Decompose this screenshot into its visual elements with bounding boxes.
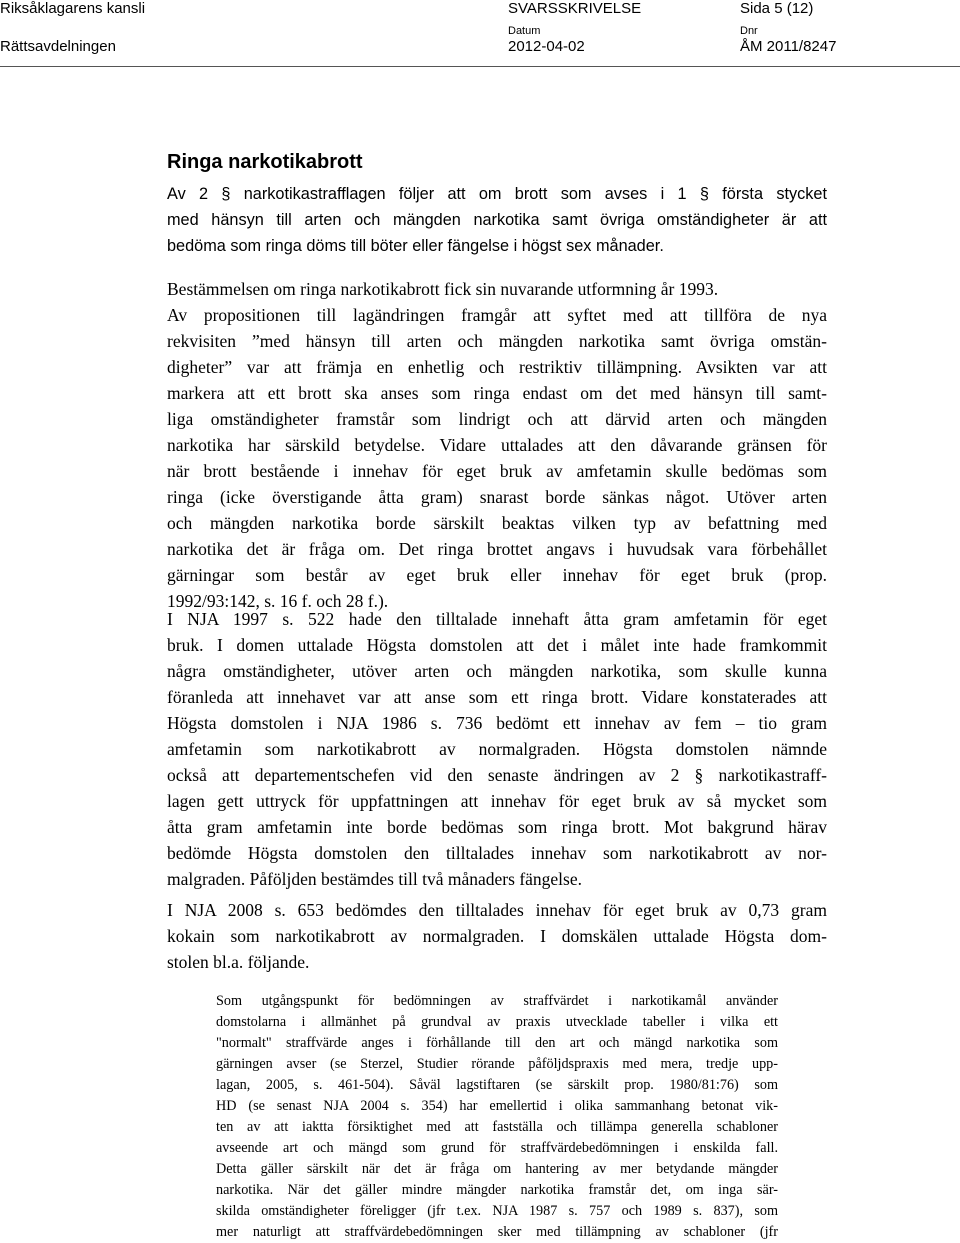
paragraph-nja-2008	[167, 897, 827, 975]
header-org: Riksåklagarens kansli	[0, 0, 146, 17]
text-line: några omständigheter, utöver arten och mängden narkotika, som skulle kunna	[167, 661, 827, 681]
header-doc-type: SVARSSKRIVELSE	[508, 0, 642, 17]
quote-line: HD (se senast NJA 2004 s. 354) har emellertid i olika sammanhang betonat vik-	[216, 1098, 778, 1114]
quote-line: skilda omständigheter föreligger (jfr t.ex. NJA 1987 s. 757 och 1989 s. 837), som	[216, 1203, 778, 1219]
text-line: Högsta domstolen i NJA 1986 s. 736 bedömt ett innehav av fem – tio gram	[167, 713, 827, 733]
text-line: med hänsyn till arten och mängden narkotika samt övriga omständigheter är att	[167, 211, 827, 229]
text-line: och mängden narkotika borde särskilt beaktas vilken typ av befattning med	[167, 513, 827, 533]
text-line: bedömde Högsta domstolen den tilltalades innehav som narkotikabrott av nor-	[167, 843, 827, 863]
text-line: narkotika det är fråga om. Det ringa brottet angavs i huvudsak vara förbehållet	[167, 539, 827, 559]
text-line: malgraden. Påföljden bestämdes till två månaders fängelse.	[167, 869, 583, 889]
text-line: digheter” var att främja en enhetlig och restriktiv tillämpning. Avsikten var att	[167, 357, 827, 377]
quote-line: gärningen avser (se Sterzel, Studier rörande påföljdspraxis med mera, tredje upp-	[216, 1056, 778, 1072]
text-line: bruk. I domen uttalade Högsta domstolen att det i målet inte hade framkommit	[167, 635, 827, 655]
text-line: I NJA 2008 s. 653 bedömdes den tilltalades innehav för eget bruk av 0,73 gram	[167, 900, 827, 920]
text-line: amfetamin som narkotikabrott av normalgraden. Högsta domstolen nämnde	[167, 739, 827, 759]
text-line: stolen bl.a. följande.	[167, 952, 310, 972]
quote-line: mer naturligt att straffvärdebedömningen sker med tillämpning av schabloner (jfr	[216, 1224, 778, 1240]
quote-line: "normalt" straffvärde anges i förhållande till den art och mängd narkotika som	[216, 1035, 778, 1051]
text-line: ringa (icke överstigande åtta gram) snarast borde sänkas något. Utöver arten	[167, 487, 827, 507]
header-dnr: ÅM 2011/8247	[740, 38, 837, 55]
text-line: liga omständigheter framstår som lindrigt och att därvid arten och mängden	[167, 409, 827, 429]
text-line: åtta gram amfetamin inte borde bedömas som ringa brott. Mot bakgrund härav	[167, 817, 827, 837]
quote-line: lagan, 2005, s. 461-504). Såväl lagstiftaren (se särskilt prop. 1980/81:76) som	[216, 1077, 778, 1093]
block-quote	[216, 991, 778, 1243]
text-line: gärningar som består av eget bruk eller innehav för eget bruk (prop.	[167, 565, 827, 585]
text-line: narkotika har särskild betydelse. Vidare uttalades att den dåvarande gränsen för	[167, 435, 827, 455]
text-line: markera att ett brott ska anses som ringa endast om det med hänsyn till samt-	[167, 383, 827, 403]
text-line: också att departementschefen vid den senaste ändringen av 2 § narkotikastraff-	[167, 765, 827, 785]
quote-line: ten av att iaktta försiktighet med att fastställa och tillämpa generella schabloner	[216, 1119, 778, 1135]
quote-line: avseende art och mängd som grund för straffvärdebedömningen i enskilda fall.	[216, 1140, 778, 1156]
text-line: I NJA 1997 s. 522 hade den tilltalade innehaft åtta gram amfetamin för eget	[167, 609, 827, 629]
text-line: när brott bestående i innehav för eget bruk av amfetamin skulle bedömas som	[167, 461, 827, 481]
paragraph-1993-amendment	[167, 276, 827, 614]
intro-paragraph	[167, 181, 827, 259]
text-line: 1992/93:142, s. 16 f. och 28 f.).	[167, 591, 389, 611]
header-dnr-label: Dnr	[740, 25, 758, 37]
text-line: lagen gett uttryck för uppfattningen att innehav för eget bruk av så mycket som	[167, 791, 827, 811]
text-line: Av propositionen till lagändringen framgår att syftet med att tillföra de nya	[167, 305, 827, 325]
paragraph-nja-1997	[167, 606, 827, 892]
text-line: rekvisiten ”med hänsyn till arten och mängden narkotika samt övriga omstän-	[167, 331, 827, 351]
quote-line: Detta gäller särskilt när det är fråga om hantering av mer betydande mängder	[216, 1161, 778, 1177]
header-dept: Rättsavdelningen	[0, 38, 116, 55]
text-line: föranleda att innehavet var att anse som ett ringa brott. Vidare konstaterades att	[167, 687, 827, 707]
header-divider	[0, 66, 960, 67]
quote-line: Som utgångspunkt för bedömningen av straffvärdet i narkotikamål använder	[216, 993, 778, 1009]
quote-line: narkotika. När det gäller mindre mängder narkotika framstår det, om inga sär-	[216, 1182, 778, 1198]
text-line: Av 2 § narkotikastrafflagen följer att om brott som avses i 1 § första stycket	[167, 185, 827, 203]
header-date-label: Datum	[508, 25, 541, 37]
quote-line: domstolarna i allmänhet på grundval av praxis utvecklade tabeller i vilka ett	[216, 1014, 778, 1030]
header-page-number: Sida 5 (12)	[740, 0, 814, 17]
text-line: kokain som narkotikabrott av normalgraden. I domskälen uttalade Högsta dom-	[167, 926, 827, 946]
text-line: bedöma som ringa döms till böter eller fängelse i högst sex månader.	[167, 237, 664, 255]
section-heading: Ringa narkotikabrott	[167, 151, 363, 173]
header-date: 2012-04-02	[508, 38, 585, 55]
text-line: Bestämmelsen om ringa narkotikabrott fick sin nuvarande utformning år 1993.	[167, 279, 719, 299]
